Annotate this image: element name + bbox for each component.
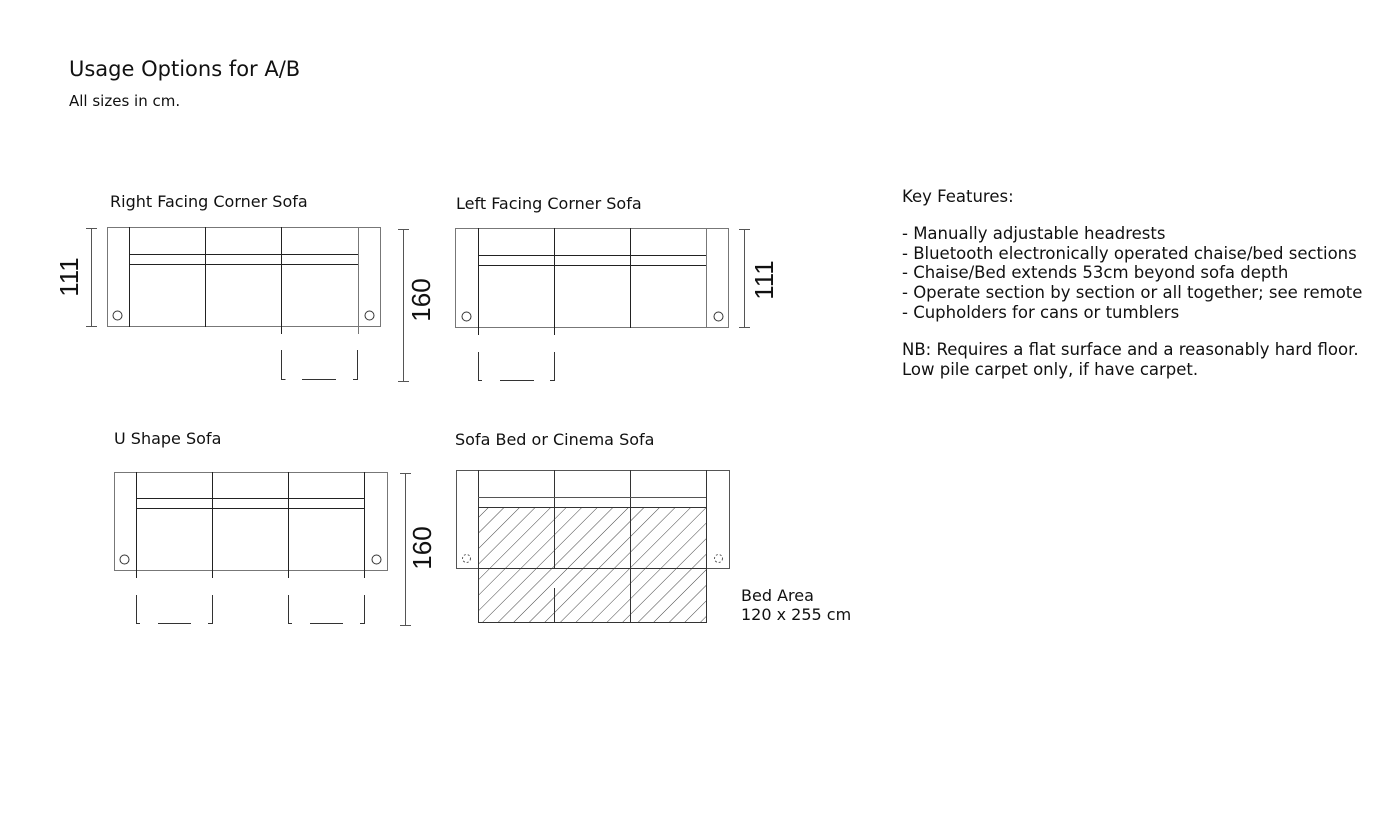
diagram-sofa-bed [457, 470, 730, 623]
note-line: NB: Requires a flat surface and a reasonably hard floor. [902, 339, 1359, 359]
diagram-right-facing-corner-sofa [54, 227, 436, 382]
feature-item: - Cupholders for cans or tumblers [902, 302, 1180, 322]
diagram-u-shape-sofa [115, 472, 438, 626]
feature-item: - Chaise/Bed extends 53cm beyond sofa depth [902, 263, 1289, 283]
label-right-facing-corner-sofa: Right Facing Corner Sofa [110, 192, 308, 211]
bed-area-hatch [479, 508, 707, 623]
diagram-left-facing-corner-sofa [456, 228, 780, 381]
bed-area-title: Bed Area [741, 586, 814, 605]
label-left-facing-corner-sofa: Left Facing Corner Sofa [456, 194, 642, 213]
label-sofa-bed: Sofa Bed or Cinema Sofa [455, 430, 655, 449]
dim-depth-111: 111 [749, 260, 779, 300]
dim-extended-160: 160 [406, 278, 436, 322]
dim-depth-111: 111 [54, 257, 84, 297]
feature-item: - Bluetooth electronically operated chaise/bed sections [902, 243, 1357, 263]
key-features [902, 187, 1362, 379]
dim-extended-160: 160 [407, 526, 437, 570]
feature-item: - Operate section by section or all together; see remote [902, 283, 1363, 303]
note-line: Low pile carpet only, if have carpet. [902, 359, 1199, 379]
label-u-shape-sofa: U Shape Sofa [114, 429, 222, 448]
units-note: All sizes in cm. [69, 92, 181, 110]
bed-area-size: 120 x 255 cm [741, 605, 852, 624]
feature-item: - Manually adjustable headrests [902, 223, 1166, 243]
features-heading: Key Features: [902, 187, 1014, 206]
bed-area-label [741, 586, 851, 624]
page-title: Usage Options for A/B [69, 57, 301, 81]
